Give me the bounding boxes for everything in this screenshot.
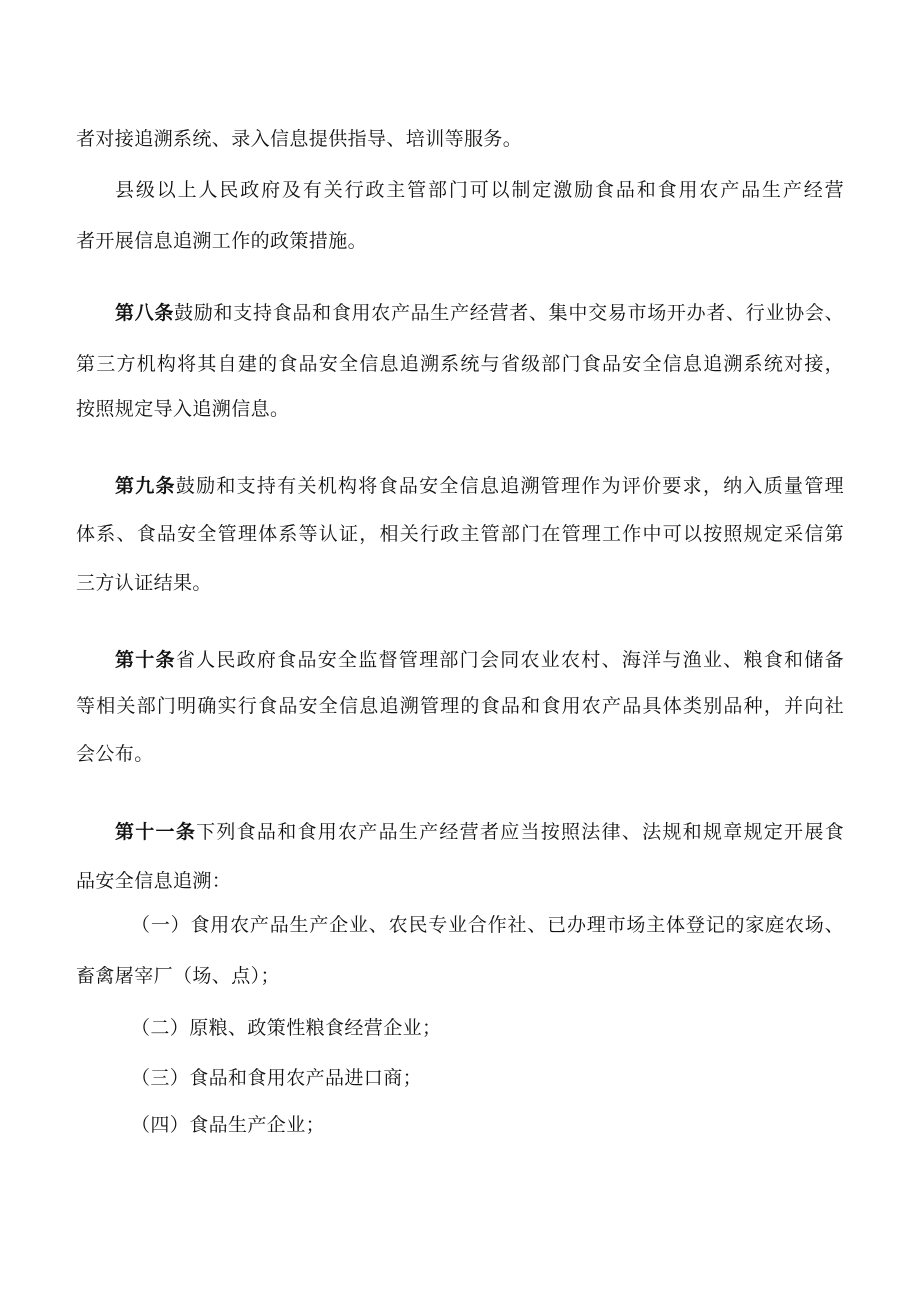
article-11-line-2: 品安全信息追溯：: [76, 870, 232, 892]
article-10-text: 省人民政府食品安全监督管理部门会同农业农村、海洋与渔业、粮食和储备: [175, 649, 845, 671]
article-9-heading: 第九条: [115, 475, 176, 497]
article-8-heading: 第八条: [115, 302, 175, 324]
article-8-line-1: [115, 301, 844, 325]
article-8-text: 鼓励和支持食品和食用农产品生产经营者、集中交易市场开办者、行业协会、: [174, 302, 844, 324]
article-11-heading: 第十一条: [115, 821, 197, 843]
list-item-4: （四）食品生产企业；: [131, 1114, 326, 1136]
article-11-text: 下列食品和食用农产品生产经营者应当按照法律、法规和规章规定开展食: [196, 821, 844, 843]
list-item-2: （二）原粮、政策性粮食经营企业；: [131, 1017, 442, 1039]
article-9-line-2: 体系、食品安全管理体系等认证，相关行政主管部门在管理工作中可以按照规定采信第: [76, 523, 844, 545]
article-11-line-1: [115, 820, 844, 844]
article-8-line-3: 按照规定导入追溯信息。: [76, 398, 290, 420]
article-8-line-2: 第三方机构将其自建的食品安全信息追溯系统与省级部门食品安全信息追溯系统对接，: [76, 353, 844, 375]
article-9-text: 鼓励和支持有关机构将食品安全信息追溯管理作为评价要求，纳入质量管理: [175, 475, 845, 497]
list-item-1-line-1: （一）食用农产品生产企业、农民专业合作社、已办理市场主体登记的家庭农场、: [131, 914, 844, 936]
article-10-line-1: [115, 648, 844, 672]
article-10-line-2: 等相关部门明确实行食品安全信息追溯管理的食品和食用农产品具体类别品种，并向社: [76, 695, 844, 717]
article-9-line-3: 三方认证结果。: [76, 572, 212, 594]
paragraph-county-line-2: 者开展信息追溯工作的政策措施。: [76, 230, 368, 252]
article-9-line-1: [115, 474, 844, 498]
paragraph-county-line-1: 县级以上人民政府及有关行政主管部门可以制定激励食品和食用农产品生产经营: [115, 179, 844, 201]
article-10-heading: 第十条: [115, 649, 176, 671]
paragraph-continuation-line-1: 者对接追溯系统、录入信息提供指导、培训等服务。: [76, 128, 523, 150]
list-item-1-line-2: 畜禽屠宰厂（场、点）；: [76, 965, 280, 987]
list-item-3: （三）食品和食用农产品进口商；: [131, 1067, 423, 1089]
article-10-line-3: 会公布。: [76, 743, 154, 765]
